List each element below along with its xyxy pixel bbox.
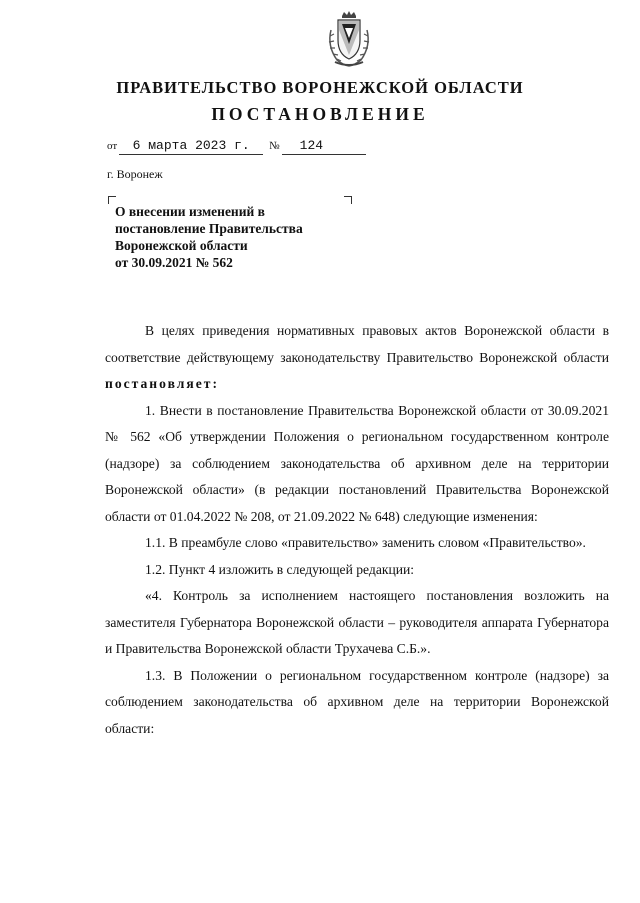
subject-line: Воронежской области [115, 238, 248, 253]
preamble-paragraph [105, 318, 609, 398]
subject-line: постановление Правительства [115, 221, 303, 236]
subject-line: от 30.09.2021 № 562 [115, 255, 233, 270]
item-1-3-paragraph: 1.3. В Положении о региональном государственном контроле (надзоре) за соблюдением законодательства об архивном деле на территории Воронежской области: [105, 667, 609, 736]
item-1-2-paragraph: 1.2. Пункт 4 изложить в следующей редакции: [145, 561, 415, 577]
item-4-quote-paragraph: «4. Контроль за исполнением настоящего постановления возложить на заместителя Губернатора Воронежской области – руководителя аппарата Губернатора и Правительства Воронежской области Трухачева С.Б.». [105, 588, 609, 656]
coat-of-arms-icon [325, 10, 373, 68]
organization-title: ПРАВИТЕЛЬСТВО ВОРОНЕЖСКОЙ ОБЛАСТИ [116, 78, 524, 97]
item-1-paragraph: 1. Внести в постановление Правительства Воронежской области от 30.09.2021 № 562 «Об утверждении Положения о региональном государственном контроле (надзоре) за соблюдением законодательства об архивном деле на территории Воронежской области» (в редакции постановлений Правительства Воронежской области от 01.04.2022 № 208, от 21.09.2022 № 648) следующие изменения: [105, 402, 609, 524]
document-body [105, 318, 609, 742]
number-label: № [269, 140, 280, 152]
date-from-label: от [107, 140, 118, 152]
document-subject [115, 203, 355, 271]
date-number-line [107, 138, 366, 155]
preamble-text: В целях приведения нормативных правовых актов Воронежской области в соответствие действующему законодательству Правительство Воронежской области [105, 323, 609, 365]
document-number: 124 [282, 138, 366, 155]
document-type-title: ПОСТАНОВЛЕНИЕ [211, 104, 429, 124]
subject-line: О внесении изменений в [115, 204, 265, 219]
city-label: г. Воронеж [107, 167, 163, 181]
item-1-1-paragraph: 1.1. В преамбуле слово «правительство» заменить словом «Правительство». [145, 535, 586, 550]
decree-word: постановляет: [105, 376, 219, 391]
document-date: 6 марта 2023 г. [119, 138, 263, 155]
